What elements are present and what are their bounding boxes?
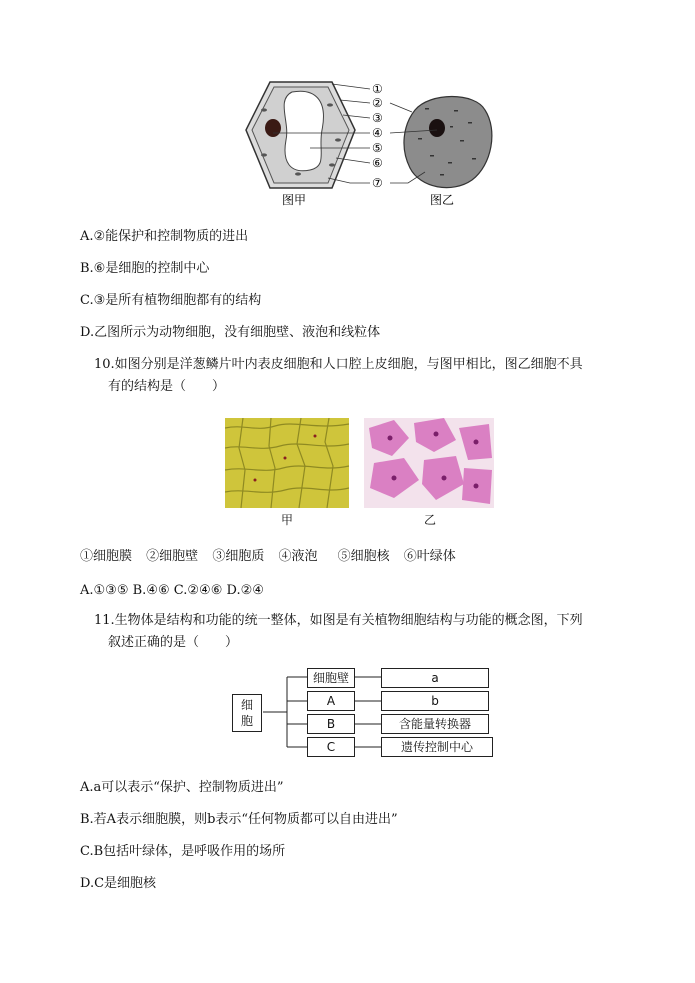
q10-options <box>80 582 264 600</box>
plant-cell-vacuole <box>284 91 323 171</box>
marker-7: ⑦ <box>372 176 383 190</box>
q11-stem-line2: 叙述正确的是（ ） <box>108 635 239 650</box>
q11-option-b: B.若A表示细胞膜，则b表示“任何物质都可以自由进出” <box>80 812 398 827</box>
marker-2: ② <box>372 96 383 110</box>
diagram-func-b: b <box>381 691 489 711</box>
q9-option-d: D.乙图所示为动物细胞，没有细胞壁、液泡和线粒体 <box>80 325 381 340</box>
marker-6: ⑥ <box>372 156 383 170</box>
marker-1: ① <box>372 82 383 96</box>
cell-structure-figure <box>240 70 500 210</box>
q9-option-c: C.③是所有植物细胞都有的结构 <box>80 293 262 308</box>
q10-option-b: B.④⑥ <box>132 583 170 598</box>
diagram-func-a: a <box>381 668 489 688</box>
diagram-func-genetic-control: 遗传控制中心 <box>381 737 493 757</box>
structure-2: ②细胞壁 <box>146 549 199 564</box>
q10-option-a: A.①③⑤ <box>80 583 129 598</box>
photo-yi-label: 乙 <box>424 513 437 527</box>
structure-1: ①细胞膜 <box>80 549 133 564</box>
q11-stem-line1: 11.生物体是结构和功能的统一整体，如图是有关植物细胞结构与功能的概念图，下列 <box>94 613 583 628</box>
structure-4: ④液泡 <box>278 549 318 564</box>
structure-3: ③细胞质 <box>212 549 265 564</box>
animal-cell <box>404 97 492 188</box>
q10-option-d: D.②④ <box>226 583 264 598</box>
photo-jia-label: 甲 <box>281 513 294 527</box>
diagram-node-a: A <box>307 691 355 711</box>
onion-epidermis-photo <box>225 418 349 508</box>
q10-option-c: C.②④⑥ <box>173 583 223 598</box>
diagram-root-cell: 细 胞 <box>232 694 262 732</box>
q10-structures <box>80 548 456 566</box>
figure-yi-label: 图乙 <box>430 193 455 207</box>
q11-option-a: A.a可以表示“保护、控制物质进出” <box>80 780 284 795</box>
marker-5: ⑤ <box>372 141 383 155</box>
diagram-node-c: C <box>307 737 355 757</box>
structure-6: ⑥叶绿体 <box>403 549 456 564</box>
q11-option-d: D.C是细胞核 <box>80 876 157 891</box>
structure-5: ⑤细胞核 <box>337 549 390 564</box>
q10-stem-line2: 有的结构是（ ） <box>108 379 226 394</box>
diagram-node-b: B <box>307 714 355 734</box>
plant-cell-nucleus <box>265 119 281 137</box>
diagram-node-cell-wall: 细胞壁 <box>307 668 355 688</box>
q9-option-b: B.⑥是细胞的控制中心 <box>80 261 210 276</box>
figure-jia-label: 图甲 <box>282 193 307 207</box>
animal-cell-nucleus <box>429 119 445 137</box>
q11-option-c: C.B包括叶绿体，是呼吸作用的场所 <box>80 844 286 859</box>
diagram-func-energy-converter: 含能量转换器 <box>381 714 489 734</box>
cheek-cells-photo <box>364 418 494 508</box>
marker-4: ④ <box>372 126 383 140</box>
marker-3: ③ <box>372 111 383 125</box>
q10-stem-line1: 10.如图分别是洋葱鳞片叶内表皮细胞和人口腔上皮细胞，与图甲相比，图乙细胞不具 <box>94 357 583 372</box>
q9-option-a: A.②能保护和控制物质的进出 <box>80 229 249 244</box>
